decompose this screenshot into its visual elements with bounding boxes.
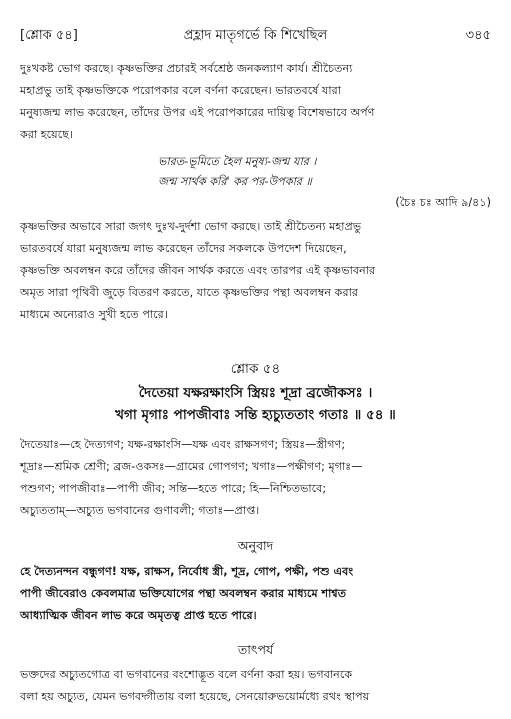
citation: (চৈঃ চঃ আদি ৯/৪১) [395,196,491,209]
para2-line: অমৃত সারা পৃথিবী জুড়ে বিতরণ করতে, যাতে কৃষ্ণভক্তির পন্থা অবলম্বন করার [20,286,359,299]
translation-heading: অনুবাদ [237,538,274,553]
para1-line: মহাপ্রভু তাই কৃষ্ণভক্তিকে পরোপকার বলে বর্ণনা করেছেন। ভারতবর্ষে যারা [20,84,342,97]
sloka-title: শ্লোক ৫৪ [230,361,281,377]
quote-line: জন্ম সার্থক করি' কর পর-উপকার ॥ [158,175,312,188]
purport-line: বলা হয় অচ্যুত, যেমন ভগবদ্গীতায় বলা হয়েছে, সেনয়োরুভয়োর্মধ্যে রথং স্থাপয় [20,690,370,703]
para2-line: ভারতবর্ষে যারা মনুষ্যজন্ম লাভ করেছেন তাঁদের সকলকে উপদেশ দিয়েছেন, [20,242,347,255]
sloka-line: দৈতেয়া যক্ষরক্ষাংসি স্ত্রিয়ঃ শূদ্রা ব্রজৌকসঃ । [138,385,373,401]
translation-line: পাপী জীবেরাও কেবলমাত্র ভক্তিযোগের পন্থা অবলম্বন করার মাধ্যমে শাশ্বত [20,587,347,600]
synonyms-line: শূদ্রাঃ—শ্রমিক শ্রেণী; ব্রজ-ওকসঃ—গ্রামের গোপগণ; খগাঃ—পক্ষীগণ; মৃগাঃ— [20,460,363,473]
purport-heading: তাৎপর্য [237,642,274,657]
para2-line: কৃষ্ণভক্তি অবলম্বন করে তাঁদের জীবন সার্থক করতে এবং তারপর এই কৃষ্ণভাবনার [20,264,376,277]
para1-line: মনুষ্যজন্ম লাভ করেছেন, তাঁদের উপর এই পরোপকারের দায়িত্ব বিশেষভাবে অর্পণ [20,106,375,119]
verse-ref: [শ্লোক ৫৪] [20,28,78,43]
para1-line: করা হয়েছে। [20,128,74,141]
synonyms-line: অচ্যুততাম্—অচ্যুত ভগবানের গুণাবলী; গতাঃ—প্রাপ্ত। [20,504,260,517]
synonyms-line: দৈতেয়াঃ—হে দৈত্যগণ; যক্ষ-রক্ষাংসি—যক্ষ এবং রাক্ষসগণ; স্ত্রিয়ঃ—স্ত্রীগণ; [20,438,346,451]
running-header [20,28,491,44]
quote-line: ভারত-ভূমিতে হৈল মনুষ্য-জন্ম যার । [158,155,317,168]
chapter-title: প্রহ্লাদ মাতৃগর্ভে কি শিখেছিল [183,28,328,43]
sloka-line: খগা মৃগাঃ পাপজীবাঃ সন্তি হ্যচ্যুততাং গতাঃ ॥ ৫৪ ॥ [115,407,396,423]
para2-line: কৃষ্ণভক্তির অভাবে সারা জগৎ দুঃখ-দুর্দশা ভোগ করছে। তাই শ্রীচৈতন্য মহাপ্রভু [20,220,362,233]
translation-line: হে দৈত্যনন্দন বন্ধুগণ! যক্ষ, রাক্ষস, নির্বোধ স্ত্রী, শূদ্র, গোপ, পক্ষী, পশু এবং [20,565,354,578]
purport-line: ভক্তদের অচ্যুতগোত্র বা ভগবানের বংশোদ্ভূত বলে বর্ণনা করা হয়। ভগবানকে [20,668,353,681]
synonyms-line: পশুগণ; পাপজীবাঃ—পাপী জীব; সন্তি—হতে পারে; হি—নিশ্চিতভাবে; [20,482,327,495]
translation-line: আধ্যাত্মিক জীবন লাভ করে অমৃতত্ব প্রাপ্ত হতে পারে। [20,609,257,622]
para1-line: দুঃখকষ্ট ভোগ করছে। কৃষ্ণভক্তির প্রচারই সর্বশ্রেষ্ঠ জনকল্যাণ কার্য। শ্রীচৈতন্য [20,62,353,75]
para2-line: মাধ্যমে অন্যেরাও সুখী হতে পারে। [20,308,168,321]
page-number: ৩৪৫ [465,28,491,43]
